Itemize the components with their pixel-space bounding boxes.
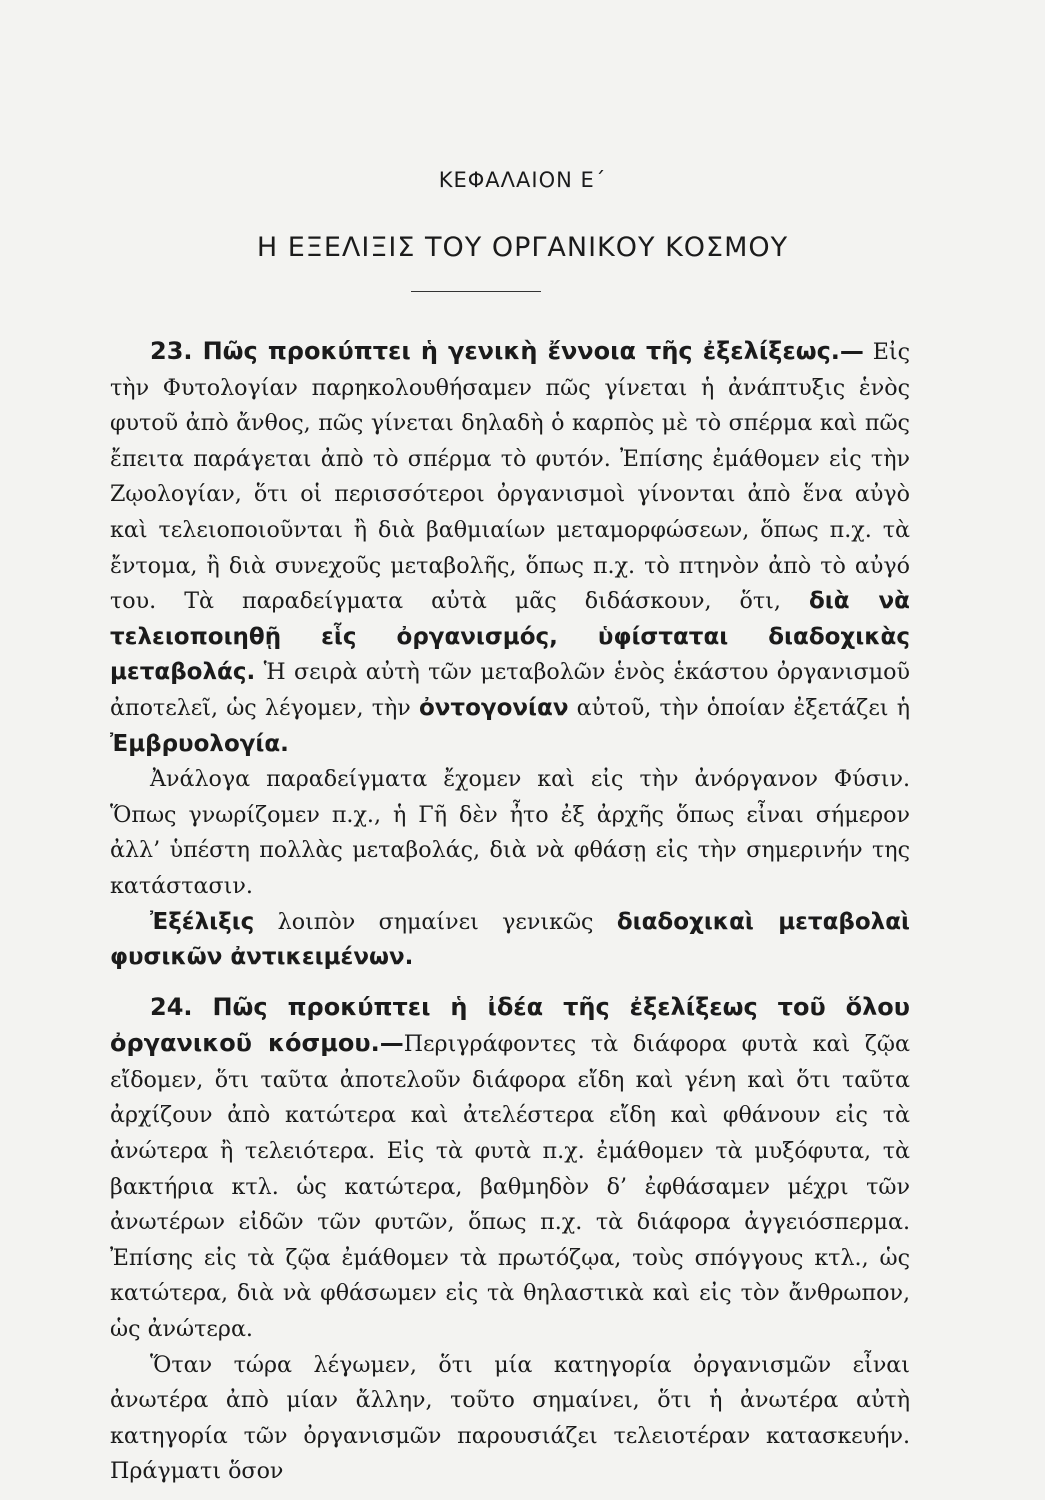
section-23-heading: 23. Πῶς προκύπτει ἡ γενικὴ ἔννοια τῆς ἐξελίξεως.— — [150, 337, 864, 365]
section-24-paragraph-1 — [110, 990, 910, 1348]
emphasis-term: ὀντογονίαν — [418, 694, 569, 721]
text-run: λοιπὸν σημαίνει γενικῶς — [254, 908, 617, 935]
section-24-paragraph-2: Ὅταν τώρα λέγωμεν, ὅτι μία κατηγορία ὀργανισμῶν εἶναι ἀνωτέρα ἀπὸ μίαν ἄλλην, τοῦτο σημαίνει, ὅτι ἡ ἀνωτέρα αὐτὴ κατηγορία τῶν ὀργανισμῶν παρουσιάζει τελειοτέραν κατασκευήν. Πράγματι ὅσον — [110, 1351, 910, 1485]
section-23-paragraph-3 — [110, 905, 910, 976]
emphasis-term: Ἐξέλιξις — [150, 908, 255, 935]
emphasis-text: διαδοχικαὶ μεταβολαὶ φυσικῶν ἀντικειμένων. — [110, 908, 910, 971]
section-23-paragraph-2: Ἀνάλογα παραδείγματα ἔχομεν καὶ εἰς τὴν ἀνόργανον Φύσιν. Ὅπως γνωρίζομεν π.χ., ἡ Γῆ δὲν ἦτο ἐξ ἀρχῆς ὅπως εἶναι σήμερον ἀλλ’ ὑπέστη πολλὰς μεταβολάς, διὰ νὰ φθάσῃ εἰς τὴν σημερινήν της κατάστασιν. — [110, 766, 910, 899]
chapter-label: ΚΕΦΑΛΑΙΟΝ Ε΄ — [438, 168, 607, 192]
section-24-heading: 24. Πῶς προκύπτει ἡ ἰδέα τῆς ἐξελίξεως τοῦ ὅλου ὀργανικοῦ κόσμου.— — [110, 992, 910, 1058]
text-run: Ἡ σειρὰ αὐτὴ τῶν μεταβολῶν ἑνὸς ἑκάστου ὀργανισμοῦ ἀποτελεῖ, ὡς λέγομεν, τὴν — [110, 659, 910, 721]
text-run: Περιγράφοντες τὰ διάφορα φυτὰ καὶ ζῷα εἴδομεν, ὅτι ταῦτα ἀποτελοῦν διάφορα εἴδη καὶ γένη καὶ ὅτι ταῦτα ἀρχίζουν ἀπὸ κατώτερα καὶ ἀτελέστερα εἴδη καὶ φθάνουν εἰς τὰ ἀνώτερα ἢ τελειότερα. Εἰς τὰ φυτὰ π.χ. ἐμάθομεν τὰ μυξόφυτα, τὰ βακτήρια κτλ. ὡς κατώτερα, βαθμηδὸν δ’ ἐφθάσαμεν μέχρι τῶν ἀνωτέρων εἰδῶν τῶν φυτῶν, ὅπως π.χ. τὰ διάφορα ἀγγειόσπερμα. Ἐπίσης εἰς τὰ ζῷα ἐμάθομεν τὰ πρωτόζῳα, τοὺς σπόγγους κτλ., ὡς κατώτερα, διὰ νὰ φθάσωμεν εἰς τὰ θηλαστικὰ καὶ εἰς τὸν ἄνθρωπον, ὡς ἀνώτερα. — [110, 1031, 910, 1343]
text-run: Εἰς τὴν Φυτολογίαν παρηκολουθήσαμεν πῶς γίνεται ἡ ἀνάπτυξις ἑνὸς φυτοῦ ἀπὸ ἄνθος, πῶς γίνεται δηλαδὴ ὁ καρπὸς μὲ τὸ σπέρμα καὶ πῶς ἔπειτα παράγεται ἀπὸ τὸ σπέρμα τὸ φυτόν. Ἐπίσης ἐμάθομεν εἰς τὴν Ζῳολογίαν, ὅτι οἱ περισσότεροι ὀργανισμοὶ γίνονται ἀπὸ ἕνα αὐγὸ καὶ τελειοποιοῦνται ἢ διὰ βαθμιαίων μεταμορφώσεων, ὅπως π.χ. τὰ ἔντομα, ἢ διὰ συνεχοῦς μεταβολῆς, ὅπως π.χ. τὸ πτηνὸν ἀπὸ τὸ αὐγό του. Τὰ παραδείγματα αὐτὰ μᾶς διδάσκουν, ὅτι, — [110, 339, 911, 615]
title-divider — [411, 291, 541, 292]
text-run: αὐτοῦ, τὴν ὁποίαν ἐξετάζει ἡ — [568, 694, 910, 721]
emphasis-text: διὰ νὰ τελειοποιηθῇ εἷς ὀργανισμός, ὑφίσταται διαδοχικὰς μεταβολάς. — [110, 588, 910, 686]
chapter-title: Η ΕΞΕΛΙΞΙΣ ΤΟΥ ΟΡΓΑΝΙΚΟΥ ΚΟΣΜΟΥ — [256, 232, 789, 263]
section-23-paragraph-1 — [110, 334, 910, 762]
body-text — [110, 334, 910, 1490]
emphasis-term: Ἐμβρυολογία. — [110, 730, 289, 757]
